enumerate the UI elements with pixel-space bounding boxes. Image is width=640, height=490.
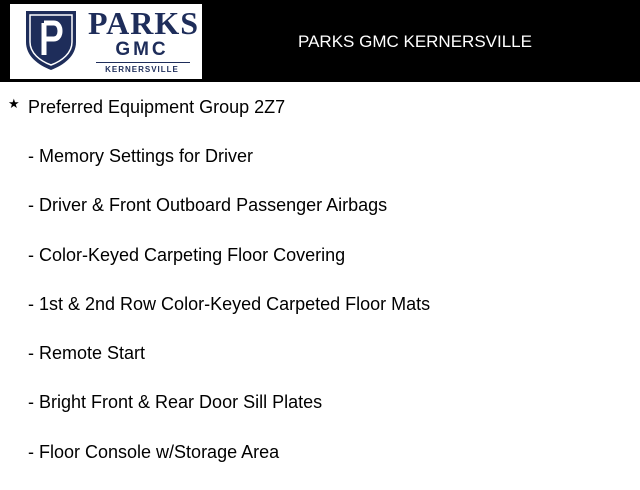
feature-item: - Driver & Front Outboard Passenger Airbags [28,195,388,216]
feature-list [28,145,430,490]
header-bar [0,0,640,82]
dealer-logo[interactable] [10,4,202,79]
feature-item: - Color-Keyed Carpeting Floor Covering [28,244,346,265]
dealer-title: PARKS GMC KERNERSVILLE [298,32,532,51]
shield-p-icon [22,8,80,72]
equipment-group-title: Preferred Equipment Group 2Z7 [28,97,286,117]
feature-item: - Floor Console w/Storage Area [28,441,280,462]
logo-city-text: KERNERSVILLE [105,65,179,74]
logo-make-text: GMC [115,39,169,60]
feature-item: - Remote Start [28,343,146,364]
equipment-content [0,82,640,480]
feature-item: - 1st & 2nd Row Color-Keyed Carpeted Floor Mats [28,293,431,314]
logo-divider [96,62,190,63]
logo-brand-text: PARKS [88,5,200,41]
star-icon: ★ [8,97,20,112]
feature-item: - Memory Settings for Driver [28,146,254,166]
feature-item: - Bright Front & Rear Door Sill Plates [28,392,323,413]
